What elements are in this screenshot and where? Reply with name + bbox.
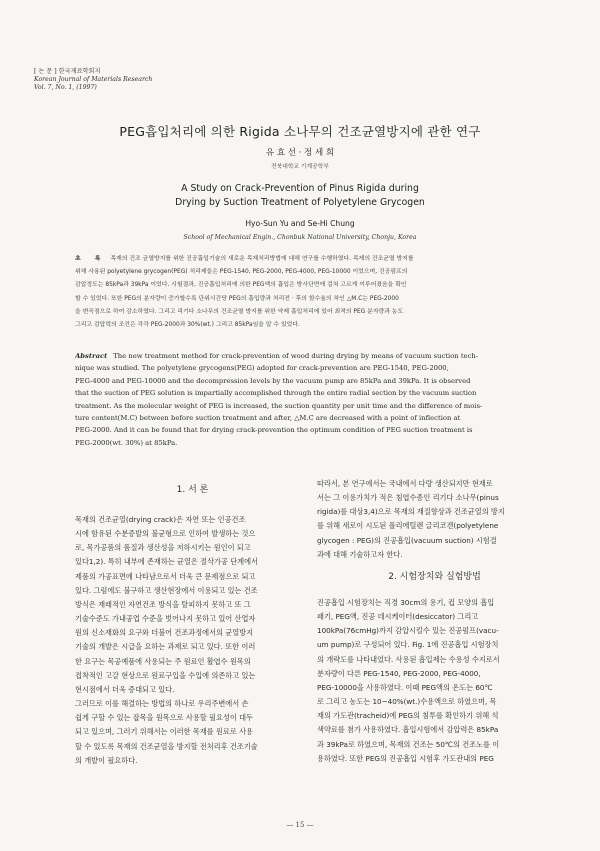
body-line: 를 위해 새로이 시도된 폴리에틸렌 글리코겐(polyetylene	[317, 521, 499, 531]
authors-korean: 유 효 선 · 정 세 희	[265, 148, 335, 158]
abstract-english-line: treatment. As the molecular weight of PEG is increased, the suction quantity per unit time and the difference of mois-	[75, 401, 483, 410]
body-line: 할 수 있도록 목재의 건조균열을 방지할 전처리후 건조기술	[75, 741, 258, 751]
abstract-korean-line: 을 변곡점으로 하여 감소하였다. 그리고 리기다 소나무의 건조균열 방지를 위한 약제 흡입처리에 있어 최적의 PEG 분자량과 농도	[75, 308, 404, 315]
body-line: 원의 신소재화의 요구와 더불어 건조과정에서의 균열방지	[75, 628, 254, 638]
body-line: 되고 있으며, 그러기 위해서는 이러한 목재를 원료로 사용	[75, 727, 253, 737]
body-line: 쉽게 구할 수 있는 잡목을 원목으로 사용할 필요성이 대두	[75, 713, 253, 723]
journal-name-en: Korean Journal of Materials Research	[34, 76, 153, 83]
body-line: 따라서, 본 연구에서는 국내에서 다량 생산되지만 현재로	[317, 479, 493, 488]
authors-english: Hyo-Sun Yu and Se-Hi Chung	[245, 219, 355, 228]
body-line: 재의 가도관(tracheid)에 PEG의 침투를 확인하기 위해 석	[317, 711, 499, 721]
section-heading-methods: 2. 시험장치와 실험방법	[388, 571, 481, 582]
body-line: 진공흡입 시험장치는 직경 30cm의 용기, 컵 모양의 흡입	[317, 597, 495, 607]
body-line: 접착적인 고갈 현상으로 원료구입을 수입에 의존하고 있는	[75, 670, 256, 680]
body-line: 기술수준도 가내공업 수준을 벗어나지 못하고 있어 산업자	[75, 614, 256, 624]
journal-header	[34, 68, 152, 92]
body-line: 있다1,2). 특히 내부에 존재하는 균열은 절삭가공 단계에서	[75, 557, 258, 567]
body-line: 100kPa(76cmHg)까지 감압시킬수 있는 진공펌프(vacu-	[317, 626, 499, 636]
body-line: 과 39kPa로 하였으며, 목재의 건조는 50℃의 건조노를 이	[317, 739, 500, 749]
section-heading-introduction: 1. 서 론	[176, 485, 209, 495]
body-line: 있다. 그럼에도 불구하고 생산현장에서 이용되고 있는 건조	[75, 585, 258, 595]
abstract-english-line: PEG-2000(wt. 30%) at 85kPa.	[75, 438, 178, 447]
body-line: 로, 목가공품의 품질과 생산성을 저하시키는 원인이 되고	[75, 543, 251, 553]
body-line: 한 요구는 목공예품에 사용되는 주 원료인 활엽수 원목의	[75, 656, 251, 666]
abstract-english-line: Abstract The new treatment method for crack-prevention of wood during drying by means of vacuum suction tech-	[75, 352, 479, 360]
abstract-korean-line: 할 수 있었다. 또한 PEG의 분자량이 증가할수록 단위시간당 PEG의 흡입량과 처리전 · 후의 함수율의 차인 △M.C는 PEG-2000	[75, 295, 399, 302]
journal-volume: Vol. 7, No. 1, (1997)	[34, 84, 97, 91]
page-number: — 15 —	[286, 821, 314, 829]
body-line: 서는 그 이용가치가 적은 침엽수종인 리기다 소나무(pinus	[317, 493, 499, 503]
body-line: 의 개략도를 나타내었다. 사용된 흡입제는 수용성 수지로서	[317, 654, 500, 664]
body-line: 제품의 가공표면에 나타남으로서 더욱 큰 문제점으로 되고	[75, 571, 256, 581]
body-line: 시에 함유된 수분증발의 불균형으로 인하여 발생하는 것으	[75, 529, 256, 539]
body-line: 목재의 건조균열(drying crack)은 자연 또는 인공건조	[75, 515, 246, 524]
left-column	[75, 477, 310, 768]
body-line: 현시점에서 더욱 증대되고 있다.	[75, 684, 175, 694]
affiliation-korean: 전북대학교 기계공학부	[271, 164, 329, 170]
abstract-korean-line: 위해 사용된 polyetylene grycogen(PEG) 처리제들은 PEG-1540, PEG-2000, PEG-4000, PEG-10000 이었으며, 진공펌프의	[75, 269, 408, 276]
body-line: glycogen : PEG)의 진공흡입(vacuum suction) 시험결	[317, 535, 497, 545]
body-line: 기술의 개발은 시급을 요하는 과제로 되고 있다. 또한 이러	[75, 642, 256, 652]
abstract-english-line: PEG-2000. And it can be found that for drying crack-prevention the optimum condition of PEG suction treatment is	[75, 426, 473, 435]
abstract-korean-line: 그리고 감압력의 조건은 각각 PEG-2000과 30%(wt.) 그리고 85kPa임을 알 수 있었다.	[75, 322, 300, 329]
body-line: 과에 대해 기술하고자 한다.	[317, 549, 403, 559]
body-line: 방식은 재래적인 자연건조 방식을 탈피하지 못하고 또 그	[75, 599, 251, 609]
abstract-english-line: PEG-4000 and PEG-10000 and the decompression levels by the vacuum pump are 85kPa and 39kPa. It is observed	[75, 376, 471, 385]
title-korean: PEG흡입처리에 의한 Rigida 소나무의 건조균열방지에 관한 연구	[119, 124, 481, 139]
body-line: 분자량이 다른 PEG-1540, PEG-2000, PEG-4000,	[317, 668, 481, 678]
body-line: 패기, PEG액, 진공 데시케이터(desiccator) 그리고	[317, 612, 479, 622]
body-line: rigida)를 대상3,4)으로 목재의 재질향상과 건조균열의 방지	[317, 507, 505, 517]
right-column	[317, 477, 552, 766]
abstract-korean-line: 감압정도는 85kPa과 39kPa 이었다. 시험결과, 진공흡입처리에 의한 PEG액의 흡입은 방사단면에 걸쳐 고르게 이루어졌음을 확인	[75, 282, 407, 289]
body-line: 그러므로 이를 해결하는 방법의 하나로 우리주변에서 손	[75, 699, 249, 709]
abstract-english-line: ture content(M.C) between before suction treatment and after, △M.C are decreased with a point of inflection at	[75, 414, 461, 423]
body-line: 색약료를 첨가 사용하였다. 흡입시험에서 감압력은 85kPa	[317, 725, 499, 735]
body-line: um pump)로 구성되어 있다. Fig. 1에 진공흡입 시험장치	[317, 640, 499, 650]
body-line: 용하였다. 또한 PEG의 진공흡입 시험후 가도관내의 PEG	[317, 753, 494, 763]
journal-name-ko: [ 논 문 ] 한국재료학회지	[34, 68, 101, 75]
abstract-korean	[75, 253, 533, 332]
body-line: 의 개발이 필요하다.	[75, 755, 138, 765]
abstract-korean-label: 초 록	[75, 256, 107, 262]
abstract-english-line: nique was studied. The polyetylene grycogens(PEG) adopted for crack-prevention are PEG-1540, PEG-2000,	[75, 364, 449, 373]
abstract-english	[75, 350, 533, 449]
title-english	[0, 182, 600, 210]
title-english-line: Drying by Suction Treatment of Polyetylene Grycogen	[175, 197, 425, 208]
affiliation-english: School of Mechanical Engin., Chonbuk National University, Chonju, Korea	[183, 234, 417, 241]
abstract-korean-line: 초 록 목재의 건조 균열방지를 위한 진공흡입기술의 새로운 목재처리방법에 대해 연구를 수행하였다. 목재의 건조균열 방지를	[75, 256, 414, 262]
body-line: PEG-10000을 사용하였다. 이때 PEG액의 온도는 60℃	[317, 682, 493, 692]
abstract-english-line: that the suction of PEG solution is impartially accomplished through the entire radial section by the vacuum suction	[75, 389, 477, 398]
abstract-english-label: Abstract	[75, 352, 108, 360]
body-line: 로 그리고 농도는 10~40%(wt.)수용액으로 하였으며, 목	[317, 697, 497, 707]
title-english-line: A Study on Crack-Prevention of Pinus Rigida during	[181, 183, 419, 194]
